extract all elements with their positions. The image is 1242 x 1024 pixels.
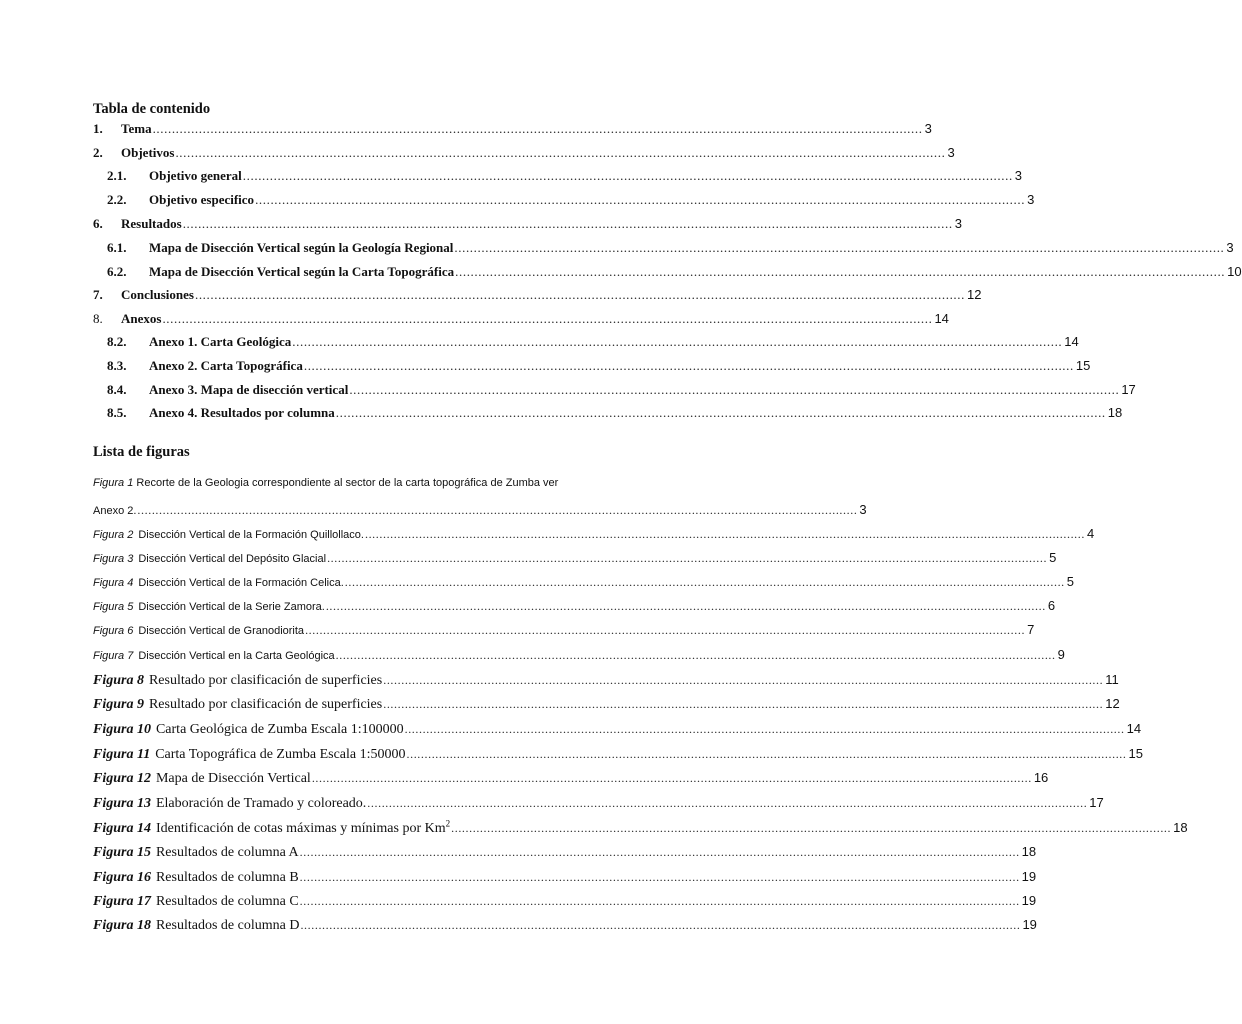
figure-caption xyxy=(152,771,312,787)
figure-caption-text: Elaboración de Tramado y coloreado. xyxy=(155,796,367,811)
figure-label: Figura 9 xyxy=(93,697,144,712)
figure-caption xyxy=(152,870,300,886)
figure-page-number: 19 xyxy=(1022,917,1037,932)
toc-entry-page-number: 3 xyxy=(954,216,962,231)
figure-page-number: 3 xyxy=(859,502,867,517)
toc-entry-number: 8.3. xyxy=(107,358,127,373)
toc-entry-page-number: 15 xyxy=(1075,358,1091,373)
toc-entry-title: Anexos xyxy=(121,311,162,326)
toc-entry-number: 7. xyxy=(93,287,103,302)
figure-caption-text: Disección Vertical en la Carta Geológica xyxy=(138,650,335,662)
figure-label: Figura 3 xyxy=(93,553,134,565)
figure-page-number: 7 xyxy=(1027,622,1035,637)
toc-entry-title: Mapa de Disección Vertical según la Carta Topográfica xyxy=(149,264,455,279)
figure-entry-1-line2[interactable] xyxy=(0,502,867,522)
figure-caption-text: Disección Vertical de Granodiorita xyxy=(138,625,305,637)
figures-heading: Lista de figuras xyxy=(93,444,190,460)
figure-caption xyxy=(152,722,405,738)
figure-caption-text: Resultados de columna A xyxy=(155,845,299,860)
dot-leader: ........................................................................................................................................................................................................ xyxy=(344,575,1065,589)
dot-leader: ........................................................................................................................................................................................................ xyxy=(335,405,1106,420)
figure-caption xyxy=(152,918,300,934)
dot-leader: ........................................................................................................................................................................................................ xyxy=(299,845,1020,859)
toc-entry-page-number: 17 xyxy=(1121,382,1136,397)
toc-entry-title: Objetivos xyxy=(121,145,175,160)
figure-page-number: 5 xyxy=(1049,550,1057,565)
toc-entry[interactable] xyxy=(0,287,982,307)
figure-caption xyxy=(134,625,305,637)
figure-label: Figura 14 xyxy=(93,821,151,836)
figure-entry[interactable] xyxy=(0,598,1056,618)
figure-caption-text: Resultados de columna B xyxy=(155,870,299,885)
dot-leader: ........................................................................................................................................................................................................ xyxy=(303,358,1074,373)
dot-leader: ........................................................................................................................................................................................................ xyxy=(451,821,1172,835)
figure-caption-text: Disección Vertical de la Formación Celica. xyxy=(138,577,344,589)
figure-entry[interactable] xyxy=(0,893,1037,913)
dot-leader: ........................................................................................................................................................................................................ xyxy=(137,503,858,517)
dot-leader: ........................................................................................................................................................................................................ xyxy=(311,771,1032,785)
toc-entry-page-number: 3 xyxy=(1226,240,1234,255)
figure-page-number: 17 xyxy=(1089,795,1104,810)
figure-page-number: 14 xyxy=(1126,721,1142,736)
figure-page-number: 5 xyxy=(1066,574,1075,589)
figure-caption-text: Resultado por clasificación de superficies xyxy=(148,673,383,688)
figure-label: Figura 11 xyxy=(93,747,151,762)
toc-entry-page-number: 10 xyxy=(1227,264,1242,279)
dot-leader: ........................................................................................................................................................................................................ xyxy=(299,870,1020,884)
figure-caption xyxy=(134,650,335,662)
toc-entry-number: 8.2. xyxy=(107,334,127,349)
dot-leader: ........................................................................................................................................................................................................ xyxy=(406,747,1127,761)
figure-entry[interactable] xyxy=(0,869,1037,889)
figure-caption-text: Carta Topográfica de Zumba Escala 1:50000 xyxy=(155,747,406,762)
figure-caption xyxy=(134,577,344,589)
figure-entry[interactable] xyxy=(0,672,1119,692)
toc-entry-number: 8. xyxy=(93,311,103,326)
dot-leader: ........................................................................................................................................................................................................ xyxy=(364,527,1085,541)
toc-entry[interactable] xyxy=(0,121,932,141)
toc-entry[interactable] xyxy=(0,382,1136,402)
toc-entry[interactable] xyxy=(0,145,955,165)
toc-entry-number: 1. xyxy=(93,121,103,136)
figure-caption-text: Disección Vertical de la Serie Zamora. xyxy=(138,601,325,613)
toc-entry-page-number: 3 xyxy=(924,121,932,136)
dot-leader: ........................................................................................................................................................................................................ xyxy=(299,894,1020,908)
toc-entry[interactable] xyxy=(0,334,1079,354)
dot-leader: ........................................................................................................................................................................................................ xyxy=(349,382,1120,397)
figure-caption-text: Resultados de columna D xyxy=(155,918,300,933)
toc-entry[interactable] xyxy=(0,192,1035,212)
toc-entry-number: 8.5. xyxy=(107,405,127,420)
figure-entry[interactable] xyxy=(0,795,1104,815)
toc-entry-number: 2.2. xyxy=(107,192,127,207)
toc-entry-number: 6. xyxy=(93,216,103,231)
figure-caption-text: Disección Vertical de la Formación Quillollaco. xyxy=(138,529,364,541)
figure-label: Figura 8 xyxy=(93,673,144,688)
toc-entry-title: Anexo 4. Resultados por columna xyxy=(149,405,335,420)
figure-entry[interactable] xyxy=(0,746,1143,766)
dot-leader: ........................................................................................................................................................................................................ xyxy=(404,722,1125,736)
dot-leader: ........................................................................................................................................................................................................ xyxy=(305,623,1026,637)
toc-entry-title: Tema xyxy=(121,121,152,136)
figure-caption xyxy=(151,747,406,763)
toc-entry-page-number: 18 xyxy=(1107,405,1123,420)
figure-label: Figura 2 xyxy=(93,529,134,541)
figure-page-number: 11 xyxy=(1105,672,1119,687)
dot-leader: ........................................................................................................................................................................................................ xyxy=(194,287,965,302)
toc-entry-title: Objetivo especifico xyxy=(149,192,255,207)
figure-label: Figura 10 xyxy=(93,722,151,737)
toc-entry[interactable] xyxy=(0,264,1242,284)
figure-caption xyxy=(152,796,367,812)
figure-entry[interactable] xyxy=(0,647,1065,667)
toc-entry-page-number: 14 xyxy=(1064,334,1079,349)
figure-page-number: 15 xyxy=(1128,746,1143,761)
figure-page-number: 6 xyxy=(1047,598,1056,613)
figure-entry[interactable] xyxy=(0,818,1188,840)
figure-caption xyxy=(134,553,327,565)
figure-entry[interactable] xyxy=(0,721,1142,741)
toc-heading: Tabla de contenido xyxy=(93,101,211,117)
toc-entry-number: 2.1. xyxy=(107,168,127,183)
figure-label: Figura 1 xyxy=(93,477,134,489)
figure-label: Figura 4 xyxy=(93,577,134,589)
figure-label: Figura 16 xyxy=(93,870,151,885)
dot-leader: ........................................................................................................................................................................................................ xyxy=(242,168,1013,183)
figure-caption xyxy=(145,673,383,689)
dot-leader: ........................................................................................................................................................................................................ xyxy=(455,264,1226,279)
figure-label: Figura 15 xyxy=(93,845,151,860)
dot-leader: ........................................................................................................................................................................................................ xyxy=(325,599,1046,613)
toc-entry-page-number: 3 xyxy=(1014,168,1023,183)
superscript: 2 xyxy=(445,818,451,829)
dot-leader: ........................................................................................................................................................................................................ xyxy=(292,334,1063,349)
figure-caption: Recorte de la Geologia correspondiente al sector de la carta topográfica de Zumba ver xyxy=(136,477,559,489)
figure-caption xyxy=(152,845,300,861)
figure-caption-text: Disección Vertical del Depósito Glacial xyxy=(138,553,327,565)
dot-leader: ........................................................................................................................................................................................................ xyxy=(327,551,1048,565)
toc-entry-page-number: 14 xyxy=(934,311,949,326)
figure-entry[interactable] xyxy=(0,550,1057,570)
figure-label: Figura 12 xyxy=(93,771,151,786)
figure-caption xyxy=(152,818,451,837)
toc-entry-title: Anexo 2. Carta Topográfica xyxy=(149,358,303,373)
toc-entry-title: Anexo 3. Mapa de disección vertical xyxy=(149,382,349,397)
dot-leader: ........................................................................................................................................................................................................ xyxy=(255,192,1026,207)
figure-label: Figura 17 xyxy=(93,894,151,909)
figure-caption-text: Identificación de cotas máximas y mínimas por Km xyxy=(155,821,446,836)
toc-entry-number: 2. xyxy=(93,145,103,160)
figure-label: Figura 7 xyxy=(93,650,134,662)
toc-entry-page-number: 12 xyxy=(966,287,982,302)
dot-leader: ........................................................................................................................................................................................................ xyxy=(175,145,946,160)
toc-entry[interactable] xyxy=(0,311,949,331)
toc-entry-page-number: 3 xyxy=(947,145,955,160)
figure-entry[interactable] xyxy=(0,526,1095,546)
dot-leader: ........................................................................................................................................................................................................ xyxy=(367,796,1088,810)
toc-entry[interactable] xyxy=(0,358,1091,378)
figure-caption-text: Carta Geológica de Zumba Escala 1:100000 xyxy=(155,722,404,737)
figure-caption xyxy=(134,529,365,541)
dot-leader: ........................................................................................................................................................................................................ xyxy=(162,311,933,326)
toc-entry[interactable] xyxy=(0,405,1123,425)
dot-leader: ........................................................................................................................................................................................................ xyxy=(152,121,923,136)
dot-leader: ........................................................................................................................................................................................................ xyxy=(383,673,1104,687)
figure-entry[interactable] xyxy=(0,696,1120,716)
dot-leader: ........................................................................................................................................................................................................ xyxy=(383,697,1104,711)
figure-entry[interactable] xyxy=(0,574,1075,594)
figure-caption-text: Mapa de Disección Vertical xyxy=(155,771,311,786)
figure-page-number: 18 xyxy=(1173,820,1188,835)
toc-entry-title: Conclusiones xyxy=(121,287,194,302)
toc-entry-number: 8.4. xyxy=(107,382,127,397)
figure-page-number: 18 xyxy=(1021,844,1037,859)
figure-entry[interactable] xyxy=(0,770,1049,790)
figure-caption xyxy=(134,601,325,613)
dot-leader: ........................................................................................................................................................................................................ xyxy=(300,918,1021,932)
toc-entry-number: 6.2. xyxy=(107,264,127,279)
figure-page-number: 19 xyxy=(1021,869,1037,884)
figure-label: Figura 5 xyxy=(93,601,134,613)
figure-page-number: 4 xyxy=(1086,526,1095,541)
figure-label: Figura 13 xyxy=(93,796,151,811)
figure-caption-text: Resultados de columna C xyxy=(155,894,299,909)
figure-page-number: 16 xyxy=(1033,770,1049,785)
figure-entry[interactable] xyxy=(0,844,1037,864)
toc-entry-title: Objetivo general xyxy=(149,168,242,183)
figure-caption-text: Resultado por clasificación de superficies xyxy=(148,697,383,712)
figure-page-number: 19 xyxy=(1021,893,1037,908)
toc-entry[interactable] xyxy=(0,216,962,236)
dot-leader: ........................................................................................................................................................................................................ xyxy=(454,240,1225,255)
toc-entry[interactable] xyxy=(0,168,1023,188)
figure-caption xyxy=(145,697,383,713)
figure-entry[interactable] xyxy=(0,622,1035,642)
figure-caption xyxy=(152,894,300,910)
toc-entry-title: Anexo 1. Carta Geológica xyxy=(149,334,292,349)
figure-caption-continued: Anexo 2. xyxy=(93,505,137,517)
toc-entry-page-number: 3 xyxy=(1027,192,1035,207)
figure-label: Figura 6 xyxy=(93,625,134,637)
dot-leader: ........................................................................................................................................................................................................ xyxy=(335,648,1056,662)
toc-entry-title: Resultados xyxy=(121,216,182,231)
figure-page-number: 9 xyxy=(1057,647,1065,662)
toc-entry-number: 6.1. xyxy=(107,240,127,255)
toc-entry[interactable] xyxy=(0,240,1234,260)
figure-page-number: 12 xyxy=(1105,696,1120,711)
toc-entry-title: Mapa de Disección Vertical según la Geología Regional xyxy=(149,240,454,255)
figure-label: Figura 18 xyxy=(93,918,151,933)
dot-leader: ........................................................................................................................................................................................................ xyxy=(182,216,953,231)
figure-entry[interactable] xyxy=(0,917,1037,937)
figure-entry-1-line1[interactable] xyxy=(93,477,558,489)
